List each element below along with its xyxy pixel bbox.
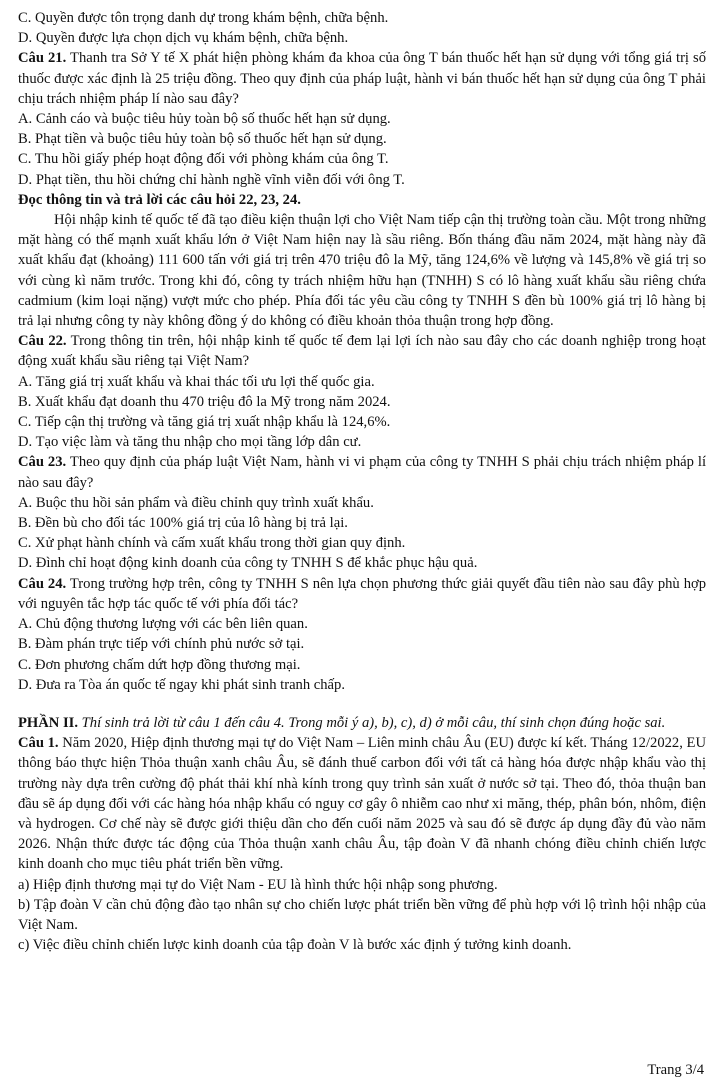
option-line: D. Phạt tiền, thu hồi chứng chỉ hành nghề vĩnh viễn đối với ông T. xyxy=(18,171,405,188)
option-line: C. Thu hồi giấy phép hoạt động đối với phòng khám của ông T. xyxy=(18,151,389,168)
option-line: C. Xử phạt hành chính và cấm xuất khẩu trong thời gian quy định. xyxy=(18,535,406,552)
option-line: B. Phạt tiền và buộc tiêu hủy toàn bộ số thuốc hết hạn sử dụng. xyxy=(18,131,387,148)
section-heading: Đọc thông tin và trả lời các câu hỏi 22, 23, 24. xyxy=(18,191,301,208)
option-line: C. Tiếp cận thị trường và tăng giá trị xuất nhập khẩu là 124,6%. xyxy=(18,414,391,431)
option-line: D. Quyền được lựa chọn dịch vụ khám bệnh, chữa bệnh. xyxy=(18,30,349,47)
option-line: B. Đền bù cho đối tác 100% giá trị của lô hàng bị trả lại. xyxy=(18,515,348,532)
question-number: Câu 22. xyxy=(18,333,67,350)
statement-line: c) Việc điều chỉnh chiến lược kinh doanh của tập đoàn V là bước xác định ý tưởng kinh doanh. xyxy=(18,937,572,954)
reading-passage: Hội nhập kinh tế quốc tế đã tạo điều kiện thuận lợi cho Việt Nam tiếp cận thị trường toàn cầu. Một trong những mặt hàng có thế mạnh xuất khẩu lớn ở Việt Nam hiện nay là sầu riêng. Bốn tháng đầu năm 2024, mặt hàng này đã xuất khẩu đạt (khoảng) 111 600 tấn với giá trị trên 470 triệu đô la Mỹ, tăng 124,6% về lượng và 145,8% về giá trị so với cùng kì năm trước. Trong khi đó, công ty trách nhiệm hữu hạn (TNHH) S có lô hàng xuất khẩu sầu riêng chứa cadmium (kim loại nặng) vượt mức cho phép. Phía đối tác yêu cầu công ty TNHH S đền bù 100% giá trị lô hàng bị trả lại nhưng công ty này không đồng ý do không có điều khoản thỏa thuận trong hợp đồng. xyxy=(18,212,706,330)
question-text: Trong thông tin trên, hội nhập kinh tế quốc tế đem lại lợi ích nào sau đây cho các doanh nghiệp trong hoạt động xuất khẩu sầu riêng tại Việt Nam? xyxy=(18,333,706,370)
question-24 xyxy=(18,574,706,614)
part-two-heading xyxy=(18,713,706,733)
option-line: C. Quyền được tôn trọng danh dự trong khám bệnh, chữa bệnh. xyxy=(18,10,389,26)
question-22 xyxy=(18,331,706,371)
part-label: PHẦN II. xyxy=(18,714,78,731)
section-spacer xyxy=(18,695,706,713)
question-text: Năm 2020, Hiệp định thương mại tự do Việt Nam – Liên minh châu Âu (EU) được kí kết. Tháng 12/2022, EU thông báo thực hiện Thỏa thuận xanh châu Âu, sẽ đánh thuế carbon đối với tất cả hàng hóa được nhập khẩu vào thị trường này dựa trên cường độ phát thải khí nhà kính trong quy trình sản xuất ở nước sở tại. Theo đó, thỏa thuận ban đầu sẽ áp dụng đối với các hàng hóa nhập khẩu có nguy cơ gây ô nhiễm cao như xi măng, thép, phân bón, nhôm, điện và hydrogen. Cơ chế này sẽ được giới thiệu dần cho đến cuối năm 2025 và sau đó sẽ được áp dụng đầy đủ vào năm 2026. Nhận thức được tác động của Thỏa thuận xanh châu Âu, tập đoàn V đã nhanh chóng điều chỉnh chiến lược kinh doanh cho mục tiêu phát triển bền vững. xyxy=(18,735,706,873)
question-number: Câu 23. xyxy=(18,454,67,471)
option-line: A. Buộc thu hồi sản phẩm và điều chỉnh quy trình xuất khẩu. xyxy=(18,494,374,511)
question-text: Thanh tra Sở Y tế X phát hiện phòng khám đa khoa của ông T bán thuốc hết hạn sử dụng với tổng giá trị số thuốc được xác định là 25 triệu đồng. Theo quy định của pháp luật, hành vi bán thuốc hết hạn sử dụng của ông T phải chịu trách nhiệm pháp lí nào sau đây? xyxy=(18,50,707,107)
option-line: C. Đơn phương chấm dứt hợp đồng thương mại. xyxy=(18,656,301,673)
question-text: Trong trường hợp trên, công ty TNHH S nên lựa chọn phương thức giải quyết đầu tiên nào sau đây phù hợp với nguyên tắc hợp tác quốc tế với phía đối tác? xyxy=(18,575,707,612)
part-instructions: Thí sinh trả lời từ câu 1 đến câu 4. Trong mỗi ý a), b), c), d) ở mỗi câu, thí sinh chọn đúng hoặc sai. xyxy=(81,714,666,731)
statement-line: a) Hiệp định thương mại tự do Việt Nam - EU là hình thức hội nhập song phương. xyxy=(18,876,498,893)
question-number: Câu 1. xyxy=(18,735,59,752)
option-line: D. Đình chỉ hoạt động kinh doanh của công ty TNHH S để khắc phục hậu quả. xyxy=(18,555,478,572)
option-line: D. Đưa ra Tòa án quốc tế ngay khi phát sinh tranh chấp. xyxy=(18,676,345,693)
question-21 xyxy=(18,48,706,109)
page-number: Trang 3/4 xyxy=(647,1062,704,1078)
option-line: A. Cảnh cáo và buộc tiêu hủy toàn bộ số thuốc hết hạn sử dụng. xyxy=(18,111,391,128)
option-line: B. Xuất khẩu đạt doanh thu 470 triệu đô la Mỹ trong năm 2024. xyxy=(18,393,391,410)
question-number: Câu 21. xyxy=(18,50,67,67)
option-line: A. Tăng giá trị xuất khẩu và khai thác tối ưu lợi thế quốc gia. xyxy=(18,373,375,390)
page-content xyxy=(18,8,706,955)
statement-line: b) Tập đoàn V cần chủ động đào tạo nhân sự cho chiến lược phát triển bền vững để phù hợp với lộ trình hội nhập của Việt Nam. xyxy=(18,896,706,933)
part-two-question-1 xyxy=(18,733,706,874)
question-text: Theo quy định của pháp luật Việt Nam, hành vi vi phạm của công ty TNHH S phải chịu trách nhiệm pháp lí nào sau đây? xyxy=(18,454,706,491)
option-line: D. Tạo việc làm và tăng thu nhập cho mọi tầng lớp dân cư. xyxy=(18,434,362,451)
option-line: B. Đàm phán trực tiếp với chính phủ nước sở tại. xyxy=(18,636,305,653)
question-23 xyxy=(18,452,706,492)
option-line: A. Chủ động thương lượng với các bên liên quan. xyxy=(18,616,308,633)
question-number: Câu 24. xyxy=(18,575,67,592)
